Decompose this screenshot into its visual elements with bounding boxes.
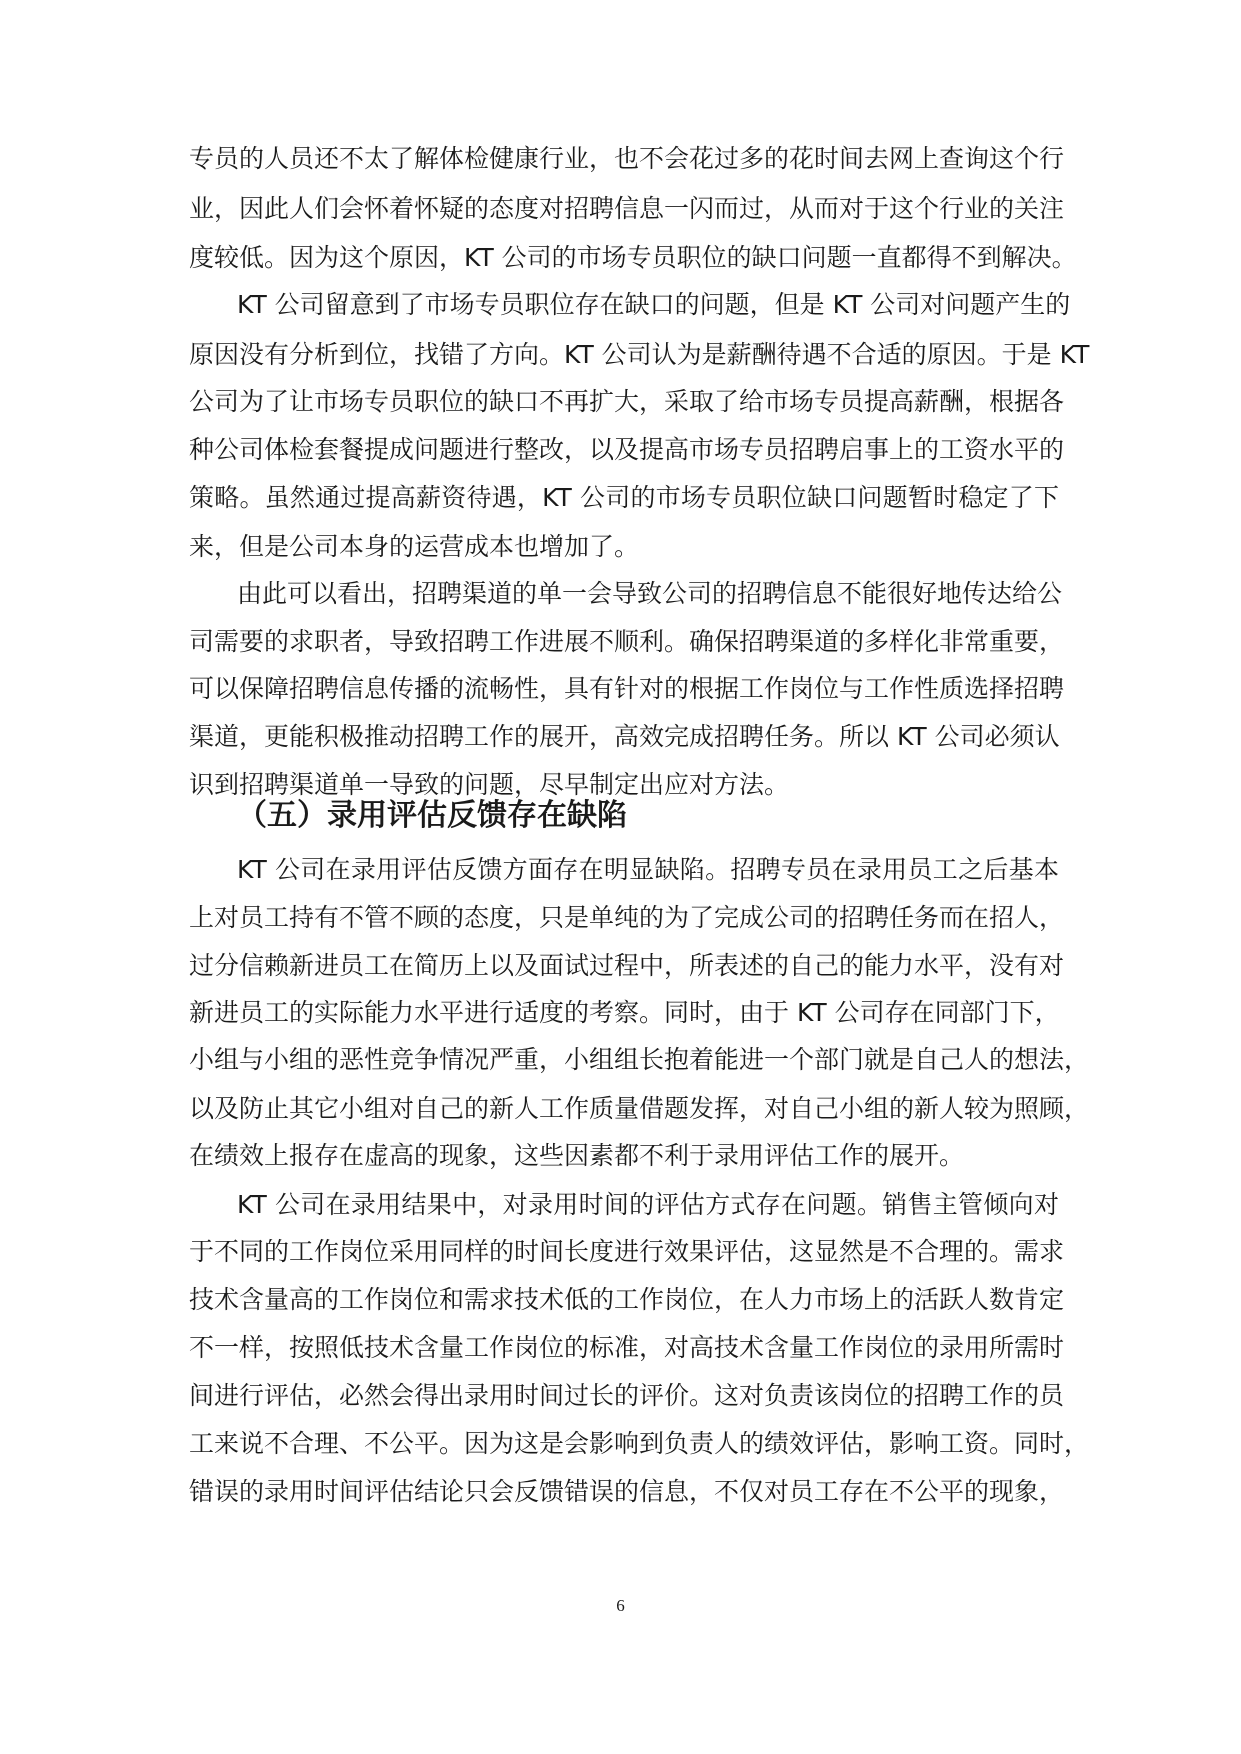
text-line: 策略。虽然通过提高薪资待遇，KT 公司的市场专员职位缺口问题暂时稳定了下 xyxy=(189,483,1059,512)
text-line: KT 公司留意到了市场专员职位存在缺口的问题，但是 KT 公司对问题产生的 xyxy=(237,290,1071,319)
text-line: 上对员工持有不管不顾的态度，只是单纯的为了完成公司的招聘任务而在招人， xyxy=(189,903,1065,932)
text-line: 种公司体检套餐提成问题进行整改，以及提高市场专员招聘启事上的工资水平的 xyxy=(189,435,1065,464)
page-number: 6 xyxy=(616,1596,625,1615)
section-heading: （五）录用评估反馈存在缺陷 xyxy=(237,798,627,833)
text-line: 原因没有分析到位，找错了方向。KT 公司认为是薪酬待遇不合适的原因。于是 KT xyxy=(189,340,1090,369)
text-line: 业，因此人们会怀着怀疑的态度对招聘信息一闪而过，从而对于这个行业的关注 xyxy=(189,194,1065,223)
text-line: 不一样，按照低技术含量工作岗位的标准，对高技术含量工作岗位的录用所需时 xyxy=(189,1333,1065,1362)
text-line: 以及防止其它小组对自己的新人工作质量借题发挥，对自己小组的新人较为照顾， xyxy=(189,1094,1090,1123)
text-line: 专员的人员还不太了解体检健康行业，也不会花过多的花时间去网上查询这个行 xyxy=(189,144,1065,173)
text-line: 新进员工的实际能力水平进行适度的考察。同时，由于 KT 公司存在同部门下， xyxy=(189,998,1060,1027)
text-line: 公司为了让市场专员职位的缺口不再扩大，采取了给市场专员提高薪酬，根据各 xyxy=(189,387,1065,416)
text-line: 工来说不合理、不公平。因为这是会影响到负责人的绩效评估，影响工资。同时， xyxy=(189,1429,1090,1458)
text-line: KT 公司在录用评估反馈方面存在明显缺陷。招聘专员在录用员工之后基本 xyxy=(237,855,1059,884)
text-line: 识到招聘渠道单一导致的问题，尽早制定出应对方法。 xyxy=(189,770,790,799)
text-line: 过分信赖新进员工在简历上以及面试过程中，所表述的自己的能力水平，没有对 xyxy=(189,951,1065,980)
text-line: 间进行评估，必然会得出录用时间过长的评价。这对负责该岗位的招聘工作的员 xyxy=(189,1381,1065,1410)
text-line: 在绩效上报存在虚高的现象，这些因素都不利于录用评估工作的展开。 xyxy=(189,1141,965,1170)
text-line: 小组与小组的恶性竞争情况严重，小组组长抱着能进一个部门就是自己人的想法， xyxy=(189,1045,1090,1074)
text-line: 由此可以看出，招聘渠道的单一会导致公司的招聘信息不能很好地传达给公 xyxy=(237,579,1063,608)
text-line: KT 公司在录用结果中，对录用时间的评估方式存在问题。销售主管倾向对 xyxy=(237,1190,1059,1219)
text-line: 度较低。因为这个原因，KT 公司的市场专员职位的缺口问题一直都得不到解决。 xyxy=(189,243,1077,272)
text-line: 技术含量高的工作岗位和需求技术低的工作岗位，在人力市场上的活跃人数肯定 xyxy=(189,1285,1065,1314)
text-line: 司需要的求职者，导致招聘工作进展不顺利。确保招聘渠道的多样化非常重要， xyxy=(189,627,1065,656)
text-line: 渠道，更能积极推动招聘工作的展开，高效完成招聘任务。所以 KT 公司必须认 xyxy=(189,722,1060,751)
text-line: 错误的录用时间评估结论只会反馈错误的信息，不仅对员工存在不公平的现象， xyxy=(189,1477,1065,1506)
text-line: 来，但是公司本身的运营成本也增加了。 xyxy=(189,532,640,561)
text-line: 可以保障招聘信息传播的流畅性，具有针对的根据工作岗位与工作性质选择招聘 xyxy=(189,674,1065,703)
text-line: 于不同的工作岗位采用同样的时间长度进行效果评估，这显然是不合理的。需求 xyxy=(189,1237,1065,1266)
